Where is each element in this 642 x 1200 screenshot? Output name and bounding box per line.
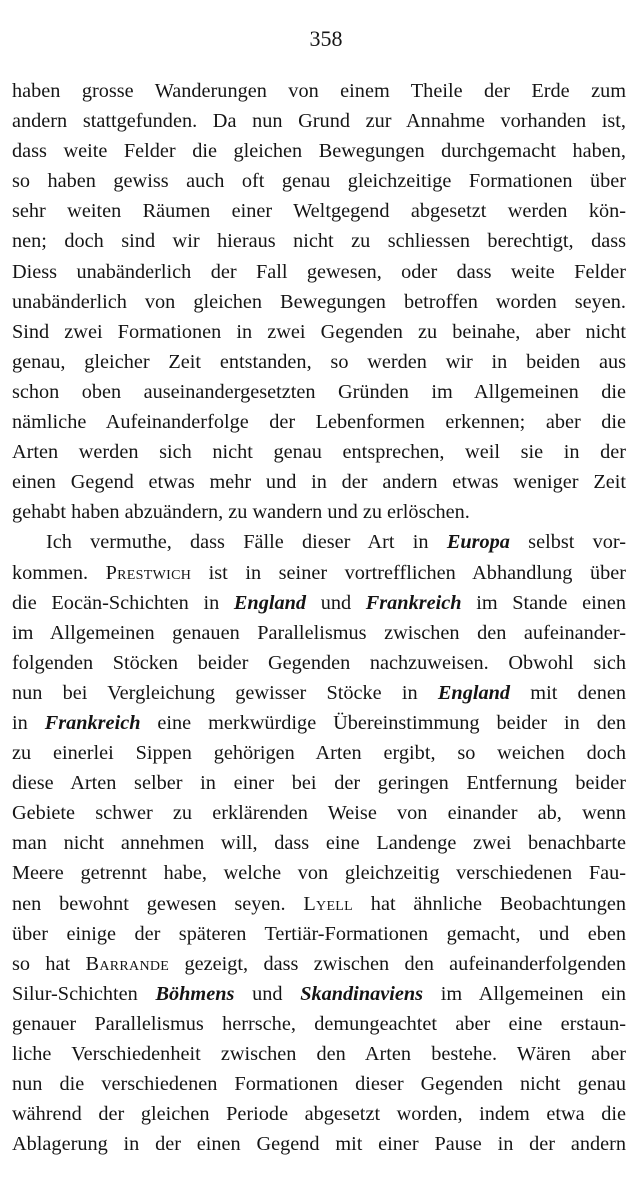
text-run: dass weite Felder die gleichen Bewegungen durchgemacht haben, xyxy=(12,140,626,163)
text-run: hat ähnliche Beobachtungen xyxy=(353,892,626,915)
author-name: Barrande xyxy=(85,952,170,975)
text-run: selbst vor- xyxy=(509,531,626,554)
text-run: im Allgemeinen ein xyxy=(423,982,626,1005)
text-line xyxy=(12,618,626,648)
text-run: sehr weiten Räumen einer Weltgegend abgesetzt werden kön- xyxy=(12,200,626,223)
text-run: so hat xyxy=(12,952,86,975)
text-line xyxy=(12,648,626,678)
text-line xyxy=(12,678,626,708)
text-line xyxy=(12,527,626,557)
text-run: einen Gegend etwas mehr und in der andern etwas weniger Zeit xyxy=(12,471,626,494)
text-run: gezeigt, dass zwischen den aufeinanderfolgenden xyxy=(169,952,626,975)
text-run: im Stande einen xyxy=(461,591,626,614)
text-run: genau, gleicher Zeit entstanden, so werden wir in beiden aus xyxy=(12,350,626,373)
text-run: über einige der späteren Tertiär-Formationen gemacht, und eben xyxy=(12,922,626,945)
text-line xyxy=(12,317,626,347)
text-line xyxy=(12,166,626,196)
text-run: man nicht annehmen will, dass eine Landenge zwei benachbarte xyxy=(12,832,626,855)
body-text xyxy=(12,76,626,1159)
text-run: nun bei Vergleichung gewisser Stöcke in xyxy=(12,681,438,704)
text-run: kommen. xyxy=(12,561,106,584)
author-name: Lyell xyxy=(303,892,354,915)
text-line xyxy=(12,287,626,317)
text-line xyxy=(12,1129,626,1159)
text-run: liche Verschiedenheit zwischen den Arten bestehe. Wären aber xyxy=(12,1043,626,1065)
text-line xyxy=(12,226,626,256)
text-run: ist in seiner vortrefflichen Abhandlung über xyxy=(191,561,626,584)
text-run: eine merkwürdige Übereinstimmung beider in den xyxy=(140,711,626,734)
text-run: nun die verschiedenen Formationen dieser Gegenden nicht genau xyxy=(12,1073,626,1096)
text-run: nen bewohnt gewesen seyen. xyxy=(12,892,304,915)
text-line xyxy=(12,377,626,407)
text-run: Gebiete schwer zu erklärenden Weise von einander ab, wenn xyxy=(12,802,626,825)
text-line xyxy=(12,798,626,828)
page-number: 358 xyxy=(309,26,343,51)
text-run: schon oben auseinandergesetzten Gründen im Allgemeinen die xyxy=(12,380,626,403)
text-line xyxy=(12,828,626,858)
text-line xyxy=(12,588,626,618)
text-run: so haben gewiss auch oft genau gleichzeitige Formationen über xyxy=(12,170,626,193)
text-run: genauer Parallelismus herrsche, demungeachtet aber eine erstaun- xyxy=(12,1012,626,1035)
text-line xyxy=(12,979,626,1009)
text-run: andern stattgefunden. Da nun Grund zur Annahme vorhanden ist, xyxy=(12,110,626,133)
text-run: Ablagerung in der einen Gegend mit einer Pause in der andern xyxy=(12,1133,626,1156)
text-line xyxy=(12,136,626,166)
text-run: diese Arten selber in einer bei der geringen Entfernung beider xyxy=(12,772,626,795)
text-line xyxy=(12,347,626,377)
text-run: in xyxy=(12,711,45,734)
text-run: nen; doch sind wir hieraus nicht zu schliessen berechtigt, dass xyxy=(12,230,626,253)
text-line xyxy=(12,1069,626,1099)
text-run: Ich vermuthe, dass Fälle dieser Art in xyxy=(46,531,447,554)
text-line xyxy=(12,738,626,768)
emphasized-place-name: Böhmens xyxy=(155,982,235,1005)
text-line xyxy=(12,1099,626,1129)
text-line xyxy=(12,1009,626,1039)
emphasized-place-name: Frankreich xyxy=(365,591,462,614)
text-run: nämliche Aufeinanderfolge der Lebenformen erkennen; aber die xyxy=(12,411,626,434)
text-line xyxy=(12,497,626,527)
text-run: gehabt haben abzuändern, zu wandern und zu erlöschen. xyxy=(12,501,470,524)
text-line xyxy=(12,196,626,226)
emphasized-place-name: Europa xyxy=(446,531,510,554)
text-line xyxy=(12,949,626,979)
text-run: Meere getrennt habe, welche von gleichzeitig verschiedenen Fau- xyxy=(12,862,626,885)
text-line xyxy=(12,708,626,738)
text-run: und xyxy=(306,591,366,614)
author-name: Prestwich xyxy=(105,561,192,584)
emphasized-place-name: Frankreich xyxy=(44,711,141,734)
emphasized-place-name: England xyxy=(233,591,307,614)
text-run: die Eocän-Schichten in xyxy=(12,591,234,614)
text-line xyxy=(12,919,626,949)
text-run: haben grosse Wanderungen von einem Theile der Erde zum xyxy=(12,80,626,102)
text-run: im Allgemeinen genauen Parallelismus zwischen den aufeinander- xyxy=(12,621,626,644)
text-line xyxy=(12,407,626,437)
text-line xyxy=(12,558,626,588)
text-line xyxy=(12,858,626,888)
text-run: Arten werden sich nicht genau entsprechen, weil sie in der xyxy=(12,441,626,464)
text-line xyxy=(12,76,626,106)
text-run: mit denen xyxy=(510,681,626,704)
text-line xyxy=(12,768,626,798)
text-line xyxy=(12,106,626,136)
text-line xyxy=(12,889,626,919)
text-line xyxy=(12,1039,626,1069)
text-run: zu einerlei Sippen gehörigen Arten ergibt, so weichen doch xyxy=(12,742,626,765)
text-run: folgenden Stöcken beider Gegenden nachzuweisen. Obwohl sich xyxy=(12,651,626,674)
text-line xyxy=(12,437,626,467)
text-run: Sind zwei Formationen in zwei Gegenden zu beinahe, aber nicht xyxy=(12,320,626,343)
text-run: Silur-Schichten xyxy=(12,982,156,1005)
text-run: während der gleichen Periode abgesetzt worden, indem etwa die xyxy=(12,1103,626,1126)
text-line xyxy=(12,257,626,287)
text-run: unabänderlich von gleichen Bewegungen betroffen worden seyen. xyxy=(12,290,626,313)
text-run: und xyxy=(234,982,301,1005)
text-run: Diess unabänderlich der Fall gewesen, oder dass weite Felder xyxy=(12,260,626,283)
emphasized-place-name: England xyxy=(437,681,511,704)
emphasized-place-name: Skandinaviens xyxy=(300,982,424,1005)
text-line xyxy=(12,467,626,497)
